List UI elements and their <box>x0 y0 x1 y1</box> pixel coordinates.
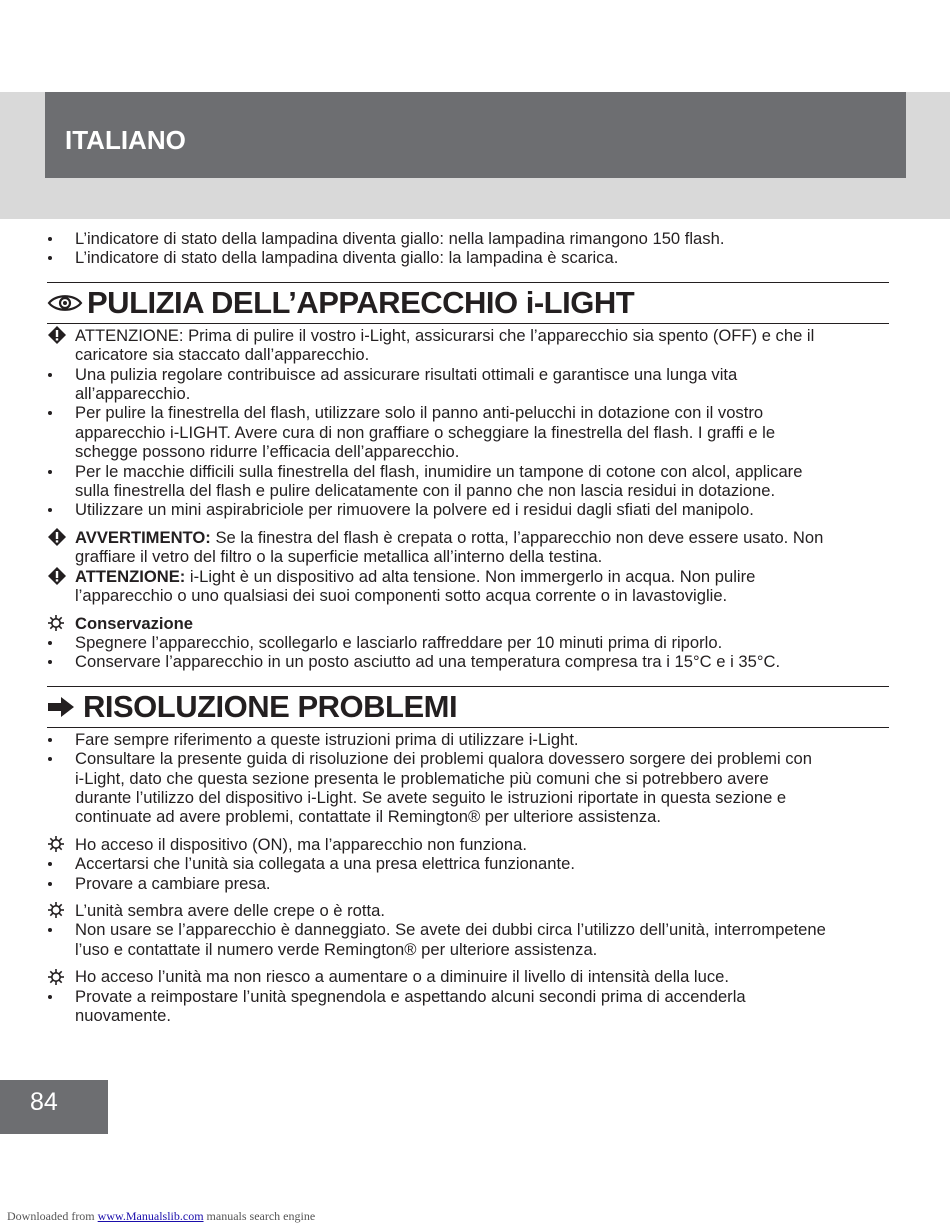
section-heading-cleaning <box>47 282 889 324</box>
sun-icon <box>47 614 71 633</box>
eye-icon <box>47 288 87 318</box>
language-label: ITALIANO <box>65 125 186 155</box>
sun-icon <box>47 901 71 920</box>
bullet-icon <box>48 373 52 377</box>
bullet-icon <box>48 508 52 512</box>
bullet-icon <box>48 641 52 645</box>
caution-note: ATTENZIONE: i-Light è un dispositivo ad alta tensione. Non immergerlo in acqua. Non pulire l’apparecchio o uno qualsiasi dei suoi componenti sotto acqua corrente o in lavastoviglie. <box>47 567 889 606</box>
problem-heading: Ho acceso l’unità ma non riesco a aumentare o a diminuire il livello di intensità della luce. <box>47 967 889 986</box>
section-title: PULIZIA DELL’APPARECCHIO i-LIGHT <box>87 284 635 320</box>
list-item: Utilizzare un mini aspirabriciole per rimuovere la polvere ed i residui dagli sfiati del manipolo. <box>47 500 889 519</box>
list-item: Consultare la presente guida di risoluzione dei problemi qualora dovessero sorgere dei problemi con i-Light, dato che questa sezione presenta le problematiche più comuni che si potrebbero avere durante l’utilizzo del dispositivo i-Light. Se avete seguito le istruzioni riportate in questa sezione e continuate ad avere problemi, contattate il Remington® per ulteriore assistenza. <box>47 749 889 827</box>
warning-diamond-icon <box>47 528 71 547</box>
warning-diamond-icon <box>47 567 71 586</box>
list-item: Accertarsi che l’unità sia collegata a una presa elettrica funzionante. <box>47 854 889 873</box>
warning-diamond-icon <box>47 326 71 345</box>
list-item: Non usare se l’apparecchio è danneggiato. Se avete dei dubbi circa l’utilizzo dell’unità, interrompetene l’uso e contattate il numero verde Remington® per ulteriore assistenza. <box>47 920 889 959</box>
bullet-icon <box>48 256 52 260</box>
footer: Downloaded from www.Manualslib.com manuals search engine <box>7 1209 316 1223</box>
footer-link[interactable]: www.Manualslib.com <box>97 1209 204 1223</box>
storage-heading: Conservazione <box>47 614 889 633</box>
caution-note: ATTENZIONE: Prima di pulire il vostro i-Light, assicurarsi che l’apparecchio sia spento (OFF) e che il caricatore sia staccato dall’apparecchio. <box>47 326 889 365</box>
problem-heading: Ho acceso il dispositivo (ON), ma l’apparecchio non funziona. <box>47 835 889 854</box>
arrow-right-icon <box>47 692 83 722</box>
problem-heading: L’unità sembra avere delle crepe o è rotta. <box>47 901 889 920</box>
list-item: Provate a reimpostare l’unità spegnendola e aspettando alcuni secondi prima di accenderla nuovamente. <box>47 987 889 1026</box>
list-item: Per le macchie difficili sulla finestrella del flash, inumidire un tampone di cotone con alcol, applicare sulla finestrella del flash e pulire delicatamente con il panno che non lascia residui in dotazione. <box>47 462 889 501</box>
bullet-icon <box>48 882 52 886</box>
list-item: Fare sempre riferimento a queste istruzioni prima di utilizzare i-Light. <box>47 730 889 749</box>
list-item: Per pulire la finestrella del flash, utilizzare solo il panno anti-pelucchi in dotazione con il vostro apparecchio i-LIGHT. Avere cura di non graffiare o scheggiare la finestrella del flash. I graffi e le schegge possono ridurre l’efficacia dell’apparecchio. <box>47 403 889 461</box>
section-title: RISOLUZIONE PROBLEMI <box>83 688 458 724</box>
section-heading-troubleshooting <box>47 686 889 728</box>
bullet-icon <box>48 237 52 241</box>
bullet-icon <box>48 470 52 474</box>
sun-icon <box>47 967 71 986</box>
list-item: Provare a cambiare presa. <box>47 874 889 893</box>
list-item: L’indicatore di stato della lampadina diventa giallo: la lampadina è scarica. <box>47 248 889 267</box>
page-number: 84 <box>30 1088 58 1116</box>
bullet-icon <box>48 738 52 742</box>
page-content <box>47 229 889 1025</box>
bullet-icon <box>48 411 52 415</box>
bullet-icon <box>48 757 52 761</box>
bullet-icon <box>48 660 52 664</box>
list-item: Conservare l’apparecchio in un posto asciutto ad una temperatura compresa tra i 15°C e i 35°C. <box>47 652 889 671</box>
list-item: L’indicatore di stato della lampadina diventa giallo: nella lampadina rimangono 150 flash. <box>47 229 889 248</box>
bullet-icon <box>48 862 52 866</box>
bullet-icon <box>48 995 52 999</box>
sun-icon <box>47 835 71 854</box>
bullet-icon <box>48 928 52 932</box>
list-item: Spegnere l’apparecchio, scollegarlo e lasciarlo raffreddare per 10 minuti prima di riporlo. <box>47 633 889 652</box>
list-item: Una pulizia regolare contribuisce ad assicurare risultati ottimali e garantisce una lunga vita all’apparecchio. <box>47 365 889 404</box>
warning-note: AVVERTIMENTO: Se la finestra del flash è crepata o rotta, l’apparecchio non deve essere usato. Non graffiare il vetro del filtro o la superficie metallica all’interno della testina. <box>47 528 889 567</box>
